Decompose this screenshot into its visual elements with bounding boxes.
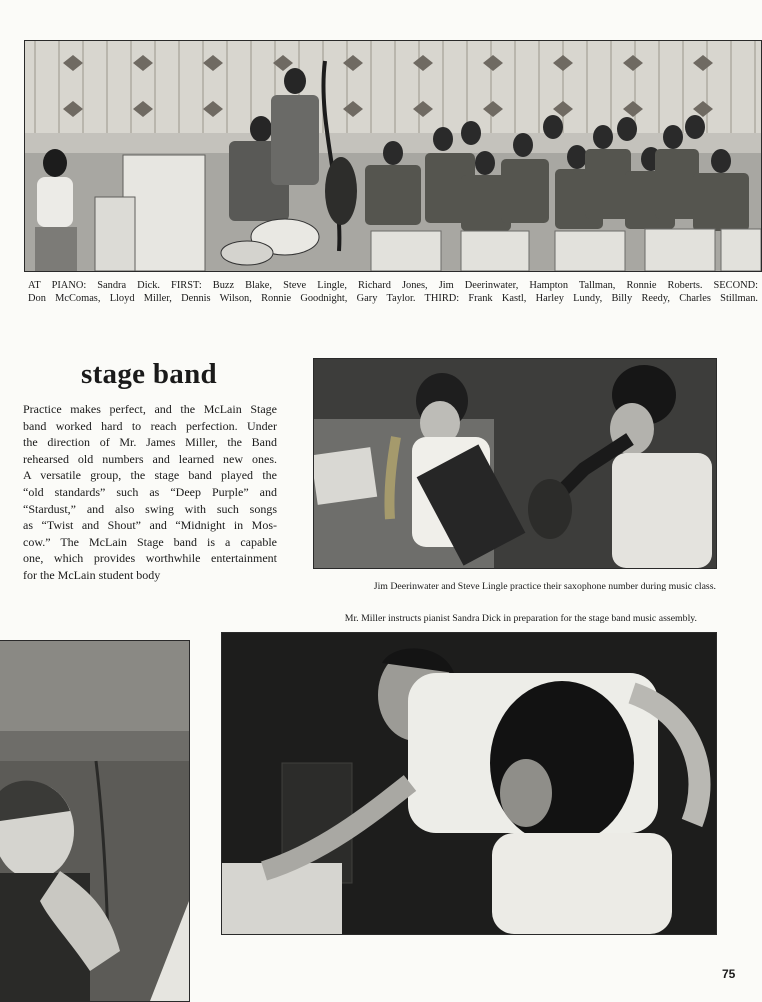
band-caption-line-2: Don McComas, Lloyd Miller, Dennis Wilson, Ronnie Goodnight, Gary Taylor. THIRD: Frank Kastl, Harley Lundy, Billy Reedy, Charles Stillman.: [28, 292, 758, 304]
saxophone-soloist-photo: [0, 640, 190, 1002]
body-line: the direction of Mr. James Miller, the Band: [23, 435, 277, 450]
body-line: A versatile group, the stage band played the: [23, 468, 277, 483]
body-line: for the McLain student body: [23, 567, 161, 582]
page-number: 75: [722, 967, 736, 981]
body-line: one, which provides worthwhile entertainment: [23, 551, 277, 566]
body-line: Practice makes perfect, and the McLain Stage: [23, 402, 277, 416]
piano-photo-caption: Mr. Miller instructs pianist Sandra Dick in preparation for the stage band music assembly.: [344, 613, 697, 624]
saxophone-duo-photo: [313, 358, 717, 569]
body-line: rehearsed old numbers and learned new ones.: [23, 451, 277, 466]
band-caption-line-1: AT PIANO: Sandra Dick. FIRST: Buzz Blake, Steve Lingle, Richard Jones, Jim Deerinwater, Hampton Tallman, Ronnie Roberts. SECOND:: [28, 280, 758, 291]
page-title: stage band: [81, 358, 217, 390]
band-photo-caption: [28, 280, 758, 305]
body-line: as “Twist and Shout” and “Midnight in Mos-: [23, 518, 277, 533]
body-line: “Stardust,” and also swing with such songs: [23, 501, 277, 516]
body-line: cow.” The McLain Stage band is a capable: [23, 534, 277, 549]
teacher-pianist-photo: [221, 632, 717, 935]
band-group-photo: [24, 40, 762, 272]
sax-photo-caption: Jim Deerinwater and Steve Lingle practice their saxophone number during music class.: [373, 581, 716, 592]
article-body: [23, 401, 277, 584]
body-line: “old standards” such as “Deep Purple” and: [23, 484, 277, 499]
body-line: band worked hard to reach perfection. Under: [23, 418, 277, 433]
